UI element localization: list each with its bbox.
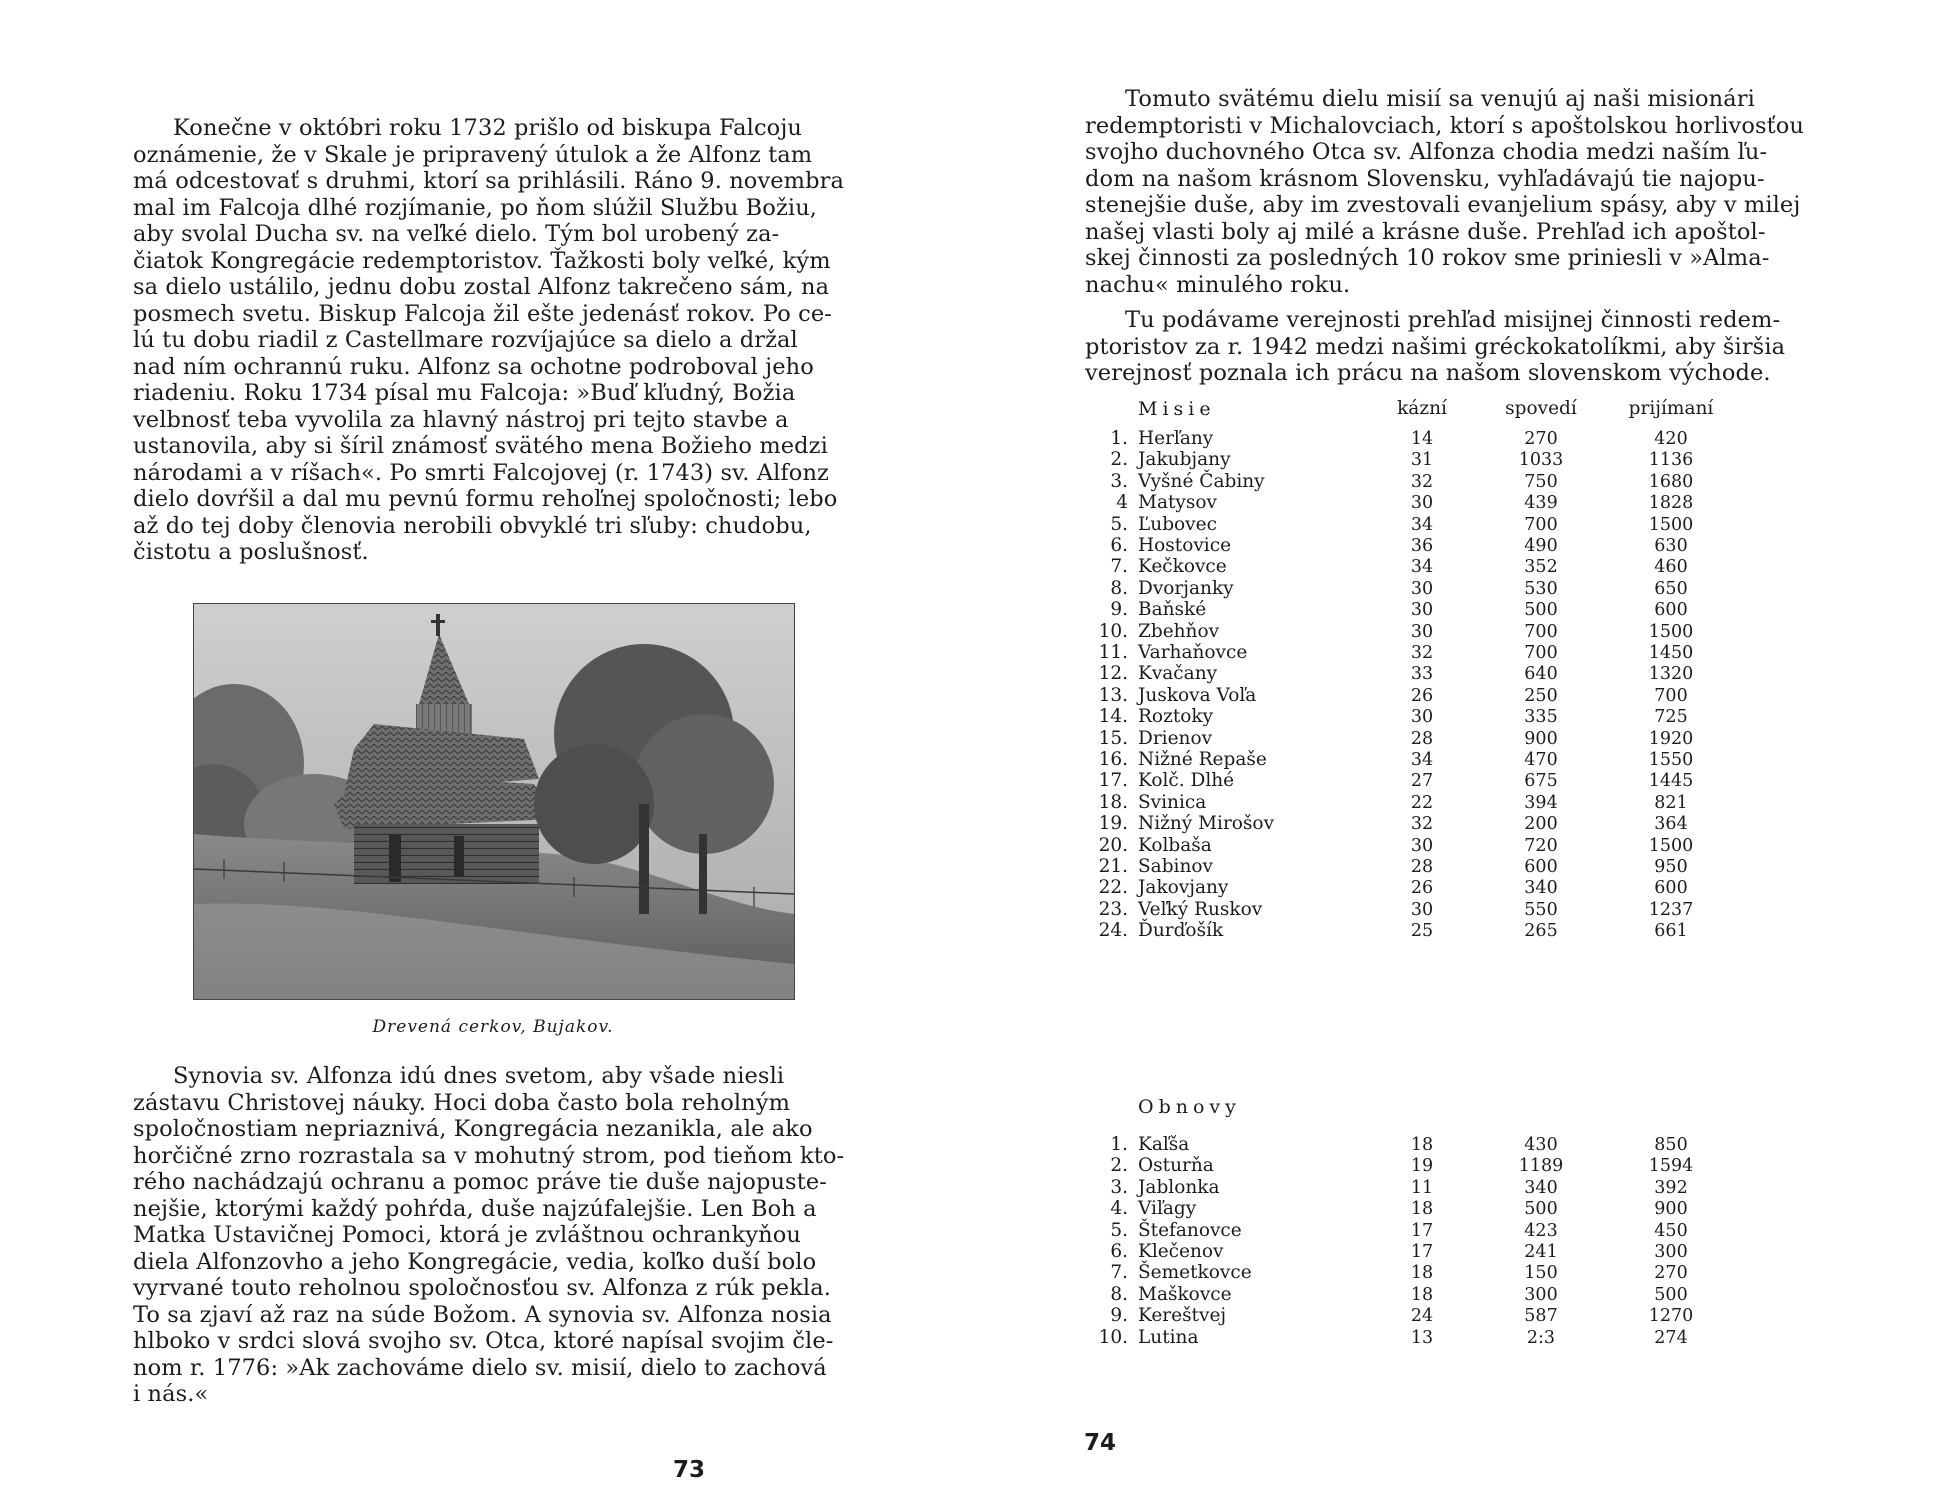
- row-number: 3.: [1110, 1176, 1128, 1198]
- row-number: 15.: [1098, 727, 1128, 749]
- spovedi-value: 587: [1524, 1306, 1558, 1327]
- prijimani-value: 900: [1654, 1199, 1688, 1220]
- spovedi-value: 500: [1524, 600, 1558, 621]
- row-number: 4.: [1110, 1198, 1128, 1220]
- text-line: dom na našom krásnom Slovensku, vyhľadávajú tie najopu-: [1085, 165, 1765, 192]
- spovedi-value: 700: [1524, 643, 1558, 663]
- kazni-value: 30: [1410, 621, 1434, 642]
- wooden-church-image: [194, 604, 794, 999]
- spovedi-value: 300: [1524, 1284, 1558, 1305]
- text-line: Matka Ustavičnej Pomoci, ktorá je zvláštnou ochrankyňou: [133, 1222, 801, 1248]
- text-line: ustanovila, aby si šíril známosť svätého mena Božieho medzi: [133, 433, 828, 459]
- text-line: spoločnostiam nepriaznivá, Kongregácia nezanikla, ale ako: [133, 1116, 813, 1142]
- prijimani-value: 700: [1654, 685, 1688, 706]
- text-line: Synovia sv. Alfonza idú dnes svetom, aby všade niesli: [173, 1063, 785, 1089]
- text-line: oznámenie, že v Skale je pripravený útulok a že Alfonz tam: [133, 141, 813, 168]
- prijimani-value: 661: [1654, 921, 1688, 942]
- place-name: Juskova Voľa: [1138, 684, 1257, 706]
- kazni-value: 32: [1410, 471, 1434, 492]
- text-line: verejnosť poznala ich prácu na našom slovenskom východe.: [1085, 360, 1771, 386]
- row-number: 3.: [1110, 470, 1128, 492]
- row-number: 19.: [1098, 813, 1128, 835]
- spovedi-value: 439: [1524, 493, 1558, 514]
- row-number: 2.: [1110, 1155, 1128, 1177]
- place-name: Zbehňov: [1138, 620, 1220, 642]
- text-line: riadeniu. Roku 1734 písal mu Falcoja: »Buď kľudný, Božia: [133, 380, 796, 406]
- row-number: 8.: [1110, 1283, 1128, 1305]
- kazni-value: 26: [1410, 685, 1434, 706]
- kazni-value: 18: [1410, 1284, 1434, 1305]
- spovedi-value: 600: [1524, 857, 1558, 877]
- text-line: Tu podávame verejnosti prehľad misijnej činnosti redem-: [1125, 307, 1781, 333]
- spovedi-value: 150: [1524, 1263, 1558, 1284]
- prijimani-value: 1828: [1648, 493, 1694, 514]
- row-number: 10.: [1098, 1326, 1128, 1348]
- row-number: 23.: [1098, 898, 1128, 920]
- place-name: Kolbaša: [1138, 834, 1212, 856]
- row-number: 17.: [1098, 770, 1128, 792]
- spovedi-value: 352: [1524, 557, 1558, 578]
- right-page: [975, 0, 1950, 1500]
- place-name: Maškovce: [1138, 1283, 1232, 1305]
- place-name: Varhaňovce: [1138, 642, 1248, 663]
- spovedi-value: 430: [1524, 1135, 1558, 1155]
- prijimani-value: 1237: [1648, 899, 1694, 920]
- text-line: národami a v ríšach«. Po smrti Falcojovej (r. 1743) sv. Alfonz: [133, 459, 829, 486]
- prijimani-value: 392: [1654, 1177, 1688, 1198]
- kazni-value: 28: [1410, 728, 1434, 749]
- row-number: 5.: [1110, 513, 1128, 535]
- kazni-value: 34: [1410, 557, 1434, 578]
- kazni-value: 18: [1410, 1199, 1434, 1220]
- text-line: ptoristov za r. 1942 medzi našimi gréckokatolíkmi, aby širšia: [1085, 333, 1786, 360]
- kazni-value: 13: [1410, 1327, 1434, 1348]
- place-name: Drienov: [1138, 727, 1213, 749]
- spovedi-value: 265: [1524, 921, 1558, 942]
- place-name: Ľubovec: [1138, 513, 1217, 535]
- spovedi-value: 750: [1524, 471, 1558, 492]
- kazni-value: 30: [1410, 493, 1434, 514]
- text-line: až do tej doby členovia nerobili obvyklé tri sľuby: chudobu,: [133, 512, 812, 539]
- kazni-value: 31: [1410, 450, 1434, 471]
- prijimani-value: 630: [1654, 536, 1688, 556]
- place-name: Nižné Repaše: [1138, 749, 1267, 770]
- spovedi-value: 550: [1524, 899, 1558, 920]
- place-name: Vyšné Čabiny: [1138, 470, 1265, 492]
- place-name: Veľký Ruskov: [1138, 898, 1263, 920]
- kazni-value: 33: [1410, 664, 1434, 685]
- row-number: 8.: [1110, 577, 1128, 599]
- row-number: 16.: [1098, 749, 1128, 770]
- prijimani-value: 1500: [1648, 514, 1694, 535]
- spovedi-value: 1189: [1518, 1156, 1564, 1177]
- text-line: svojho duchovného Otca sv. Alfonza chodia medzi naším ľu-: [1085, 139, 1768, 165]
- kazni-value: 32: [1410, 814, 1434, 835]
- text-line: posmech svetu. Biskup Falcoja žil ešte jedenásť rokov. Po ce-: [133, 300, 832, 327]
- spovedi-value: 470: [1524, 750, 1558, 770]
- spovedi-value: 335: [1524, 707, 1558, 728]
- spovedi-value: 720: [1524, 835, 1558, 856]
- spovedi-value: 640: [1524, 664, 1558, 685]
- row-number: 20.: [1098, 834, 1128, 856]
- kazni-value: 30: [1410, 835, 1434, 856]
- kazni-value: 18: [1410, 1135, 1434, 1155]
- text-line: velbnosť teba vyvolila za hlavný nástroj pri tejto stavbe a: [133, 406, 789, 433]
- text-line: našej vlasti boly aj milé a krásne duše. Prehľad ich apoštol-: [1085, 218, 1766, 245]
- spovedi-value: 423: [1524, 1220, 1558, 1241]
- spovedi-value: 530: [1524, 578, 1558, 599]
- text-line: rého nachádzajú ochranu a pomoc práve tie duše najopuste-: [133, 1169, 827, 1195]
- prijimani-value: 300: [1654, 1242, 1688, 1262]
- spovedi-value: 340: [1524, 1177, 1558, 1198]
- prijimani-value: 270: [1654, 1263, 1688, 1284]
- row-number: 21.: [1098, 856, 1128, 877]
- text-line: lú tu dobu riadil z Castellmare rozvíjajúce sa dielo a držal: [133, 327, 798, 353]
- prijimani-value: 1320: [1648, 664, 1694, 685]
- place-name: Hostovice: [1138, 535, 1232, 556]
- place-name: Svinica: [1138, 791, 1207, 813]
- place-name: Šemetkovce: [1138, 1262, 1252, 1284]
- row-number: 1.: [1110, 428, 1128, 449]
- spovedi-value: 394: [1524, 792, 1558, 813]
- prijimani-value: 600: [1654, 878, 1688, 899]
- place-name: Kaľša: [1138, 1134, 1190, 1155]
- kazni-value: 32: [1410, 643, 1434, 663]
- place-name: Viľagy: [1138, 1198, 1197, 1220]
- text-line: nom r. 1776: »Ak zachováme dielo sv. misií, dielo to zachová: [133, 1354, 827, 1381]
- row-number: 22.: [1098, 877, 1128, 899]
- kazni-value: 11: [1410, 1177, 1434, 1198]
- spovedi-value: 270: [1524, 429, 1558, 449]
- place-name: Lutina: [1138, 1326, 1199, 1348]
- prijimani-value: 1136: [1648, 450, 1694, 471]
- row-number: 10.: [1098, 620, 1128, 642]
- prijimani-value: 500: [1654, 1284, 1688, 1305]
- prijimani-value: 1445: [1648, 771, 1694, 792]
- page-number-left: 73: [673, 1457, 706, 1483]
- text-line: čistotu a poslušnosť.: [133, 539, 369, 565]
- text-line: nad ním ochrannú ruku. Alfonz sa ochotne podroboval jeho: [133, 353, 814, 380]
- text-line: stenejšie duše, aby im zvestovali evanjelium spásy, aby v milej: [1085, 192, 1801, 218]
- column-header-prijimani: prijímaní: [1628, 398, 1714, 419]
- place-name: Dvorjanky: [1138, 577, 1234, 599]
- place-name: Osturňa: [1138, 1155, 1214, 1177]
- spovedi-value: 675: [1524, 771, 1558, 792]
- kazni-value: 30: [1410, 578, 1434, 599]
- text-line: To sa zjaví až raz na súde Božom. A synovia sv. Alfonza nosia: [133, 1301, 832, 1328]
- row-number: 5.: [1110, 1219, 1128, 1241]
- place-name: Herľany: [1138, 428, 1214, 449]
- kazni-value: 18: [1410, 1263, 1434, 1284]
- prijimani-value: 460: [1654, 557, 1688, 578]
- prijimani-value: 725: [1654, 707, 1688, 728]
- prijimani-value: 364: [1654, 814, 1688, 835]
- row-number: 24.: [1098, 920, 1128, 942]
- text-line: diela Alfonzovho a jeho Kongregácie, vedia, koľko duší bolo: [133, 1248, 817, 1275]
- spovedi-value: 250: [1524, 685, 1558, 706]
- text-line: skej činnosti za posledných 10 rokov sme priniesli v »Alma-: [1085, 245, 1770, 271]
- page-number-right: 74: [1084, 1430, 1117, 1456]
- prijimani-value: 1270: [1648, 1306, 1694, 1327]
- kazni-value: 26: [1410, 878, 1434, 899]
- place-name: Kolč. Dlhé: [1138, 770, 1235, 792]
- text-line: horčičné zrno rozrastala sa v mohutný strom, pod tieňom kto-: [133, 1142, 845, 1169]
- row-number: 4: [1116, 492, 1128, 514]
- prijimani-value: 600: [1654, 600, 1688, 621]
- kazni-value: 30: [1410, 899, 1434, 920]
- row-number: 13.: [1098, 684, 1128, 706]
- place-name: Jablonka: [1138, 1176, 1220, 1198]
- place-name: Sabinov: [1138, 856, 1213, 877]
- place-name: Klečenov: [1138, 1241, 1224, 1262]
- row-number: 18.: [1098, 791, 1128, 813]
- text-line: redemptoristi v Michalovciach, ktorí s apoštolskou horlivosťou: [1085, 112, 1805, 139]
- prijimani-value: 950: [1654, 857, 1688, 877]
- missions-table: [1092, 398, 1712, 1398]
- row-number: 7.: [1110, 556, 1128, 578]
- row-number: 6.: [1110, 535, 1128, 556]
- kazni-value: 22: [1410, 792, 1434, 813]
- prijimani-value: 1500: [1648, 835, 1694, 856]
- place-name: Roztoky: [1138, 706, 1214, 728]
- text-line: Tomuto svätému dielu misií sa venujú aj naši misionári: [1125, 86, 1755, 112]
- text-line: vyrvané touto reholnou spoločnosťou sv. Alfonza z rúk pekla.: [133, 1275, 831, 1301]
- kazni-value: 34: [1410, 514, 1434, 535]
- renewals-section-title: Obnovy: [1138, 1096, 1241, 1118]
- row-number: 14.: [1098, 706, 1128, 728]
- spovedi-value: 700: [1524, 514, 1558, 535]
- right-paragraph-2: [1085, 307, 1786, 387]
- text-line: čiatok Kongregácie redemptoristov. Ťažkosti boly veľké, kým: [133, 247, 831, 274]
- row-number: 7.: [1110, 1262, 1128, 1284]
- prijimani-value: 274: [1654, 1327, 1688, 1348]
- prijimani-value: 1594: [1648, 1156, 1694, 1177]
- text-line: sa dielo ustálilo, jednu dobu zostal Alfonz takrečeno sám, na: [133, 274, 830, 300]
- place-name: Matysov: [1138, 492, 1217, 514]
- right-paragraph-1: [1085, 86, 1805, 298]
- text-line: Konečne v októbri roku 1732 prišlo od biskupa Falcoju: [173, 115, 802, 141]
- kazni-value: 27: [1410, 771, 1434, 792]
- place-name: Kvačany: [1138, 663, 1218, 685]
- text-line: nejšie, ktorými každý pohŕda, duše najzúfalejšie. Len Boh a: [133, 1195, 817, 1222]
- kazni-value: 14: [1410, 429, 1434, 449]
- kazni-value: 19: [1410, 1156, 1434, 1177]
- prijimani-value: 821: [1654, 792, 1688, 813]
- kazni-value: 25: [1410, 921, 1434, 942]
- prijimani-value: 420: [1654, 429, 1688, 449]
- place-name: Kečkovce: [1138, 556, 1227, 578]
- prijimani-value: 1550: [1648, 750, 1694, 770]
- spovedi-value: 241: [1524, 1242, 1558, 1262]
- kazni-value: 30: [1410, 707, 1434, 728]
- prijimani-value: 1500: [1648, 621, 1694, 642]
- row-number: 9.: [1110, 1305, 1128, 1327]
- text-line: dielo dovŕšil a dal mu pevnú formu rehoľnej spoločnosti; lebo: [133, 486, 838, 512]
- spovedi-value: 340: [1524, 878, 1558, 899]
- text-line: nachu« minulého roku.: [1085, 271, 1351, 298]
- place-name: Jakovjany: [1138, 877, 1229, 899]
- text-line: aby svolal Ducha sv. na veľké dielo. Tým bol urobený za-: [133, 221, 780, 247]
- spovedi-value: 500: [1524, 1199, 1558, 1220]
- text-line: hlboko v srdci slová svojho sv. Otca, ktoré napísal svojim čle-: [133, 1328, 834, 1354]
- column-header-spovedi: spovedí: [1505, 398, 1577, 419]
- spovedi-value: 2:3: [1526, 1327, 1556, 1348]
- row-number: 11.: [1098, 642, 1128, 663]
- spovedi-value: 700: [1524, 621, 1558, 642]
- row-number: 2.: [1110, 449, 1128, 471]
- prijimani-value: 650: [1654, 578, 1688, 599]
- row-number: 1.: [1110, 1134, 1128, 1155]
- place-name: Štefanovce: [1138, 1219, 1242, 1241]
- spovedi-value: 1033: [1518, 450, 1564, 471]
- text-line: má odcestovať s druhmi, ktorí sa prihlásili. Ráno 9. novembra: [133, 168, 844, 194]
- place-name: Nižný Mirošov: [1138, 813, 1275, 835]
- kazni-value: 24: [1410, 1306, 1434, 1327]
- kazni-value: 28: [1410, 857, 1434, 877]
- place-name: Ďurďošík: [1138, 920, 1224, 942]
- text-line: mal im Falcoja dlhé rozjímanie, po ňom slúžil Službu Božiu,: [133, 194, 818, 221]
- prijimani-value: 850: [1654, 1135, 1688, 1155]
- left-paragraph-1: [133, 115, 844, 566]
- missions-section-title: Misie: [1138, 398, 1216, 420]
- spovedi-value: 900: [1524, 728, 1558, 749]
- row-number: 12.: [1098, 663, 1128, 685]
- left-paragraph-2: [133, 1063, 845, 1408]
- kazni-value: 17: [1410, 1220, 1434, 1241]
- place-name: Jakubjany: [1138, 449, 1231, 471]
- kazni-value: 30: [1410, 600, 1434, 621]
- text-line: zástavu Christovej náuky. Hoci doba často bola reholným: [133, 1089, 791, 1116]
- place-name: Kereštvej: [1138, 1305, 1227, 1327]
- spovedi-value: 200: [1524, 814, 1558, 835]
- place-name: Baňské: [1138, 599, 1207, 621]
- photo-caption: Drevená cerkov, Bujakov.: [372, 1017, 614, 1037]
- prijimani-value: 1450: [1648, 643, 1694, 663]
- column-header-kazni: kázní: [1397, 398, 1447, 419]
- row-number: 6.: [1110, 1241, 1128, 1262]
- kazni-value: 36: [1410, 536, 1434, 556]
- prijimani-value: 1920: [1648, 728, 1694, 749]
- spovedi-value: 490: [1524, 536, 1558, 556]
- kazni-value: 34: [1410, 750, 1434, 770]
- text-line: i nás.«: [133, 1381, 209, 1407]
- kazni-value: 17: [1410, 1242, 1434, 1262]
- row-number: 9.: [1110, 599, 1128, 621]
- church-photo: [193, 603, 795, 1000]
- prijimani-value: 1680: [1648, 471, 1694, 492]
- prijimani-value: 450: [1654, 1220, 1688, 1241]
